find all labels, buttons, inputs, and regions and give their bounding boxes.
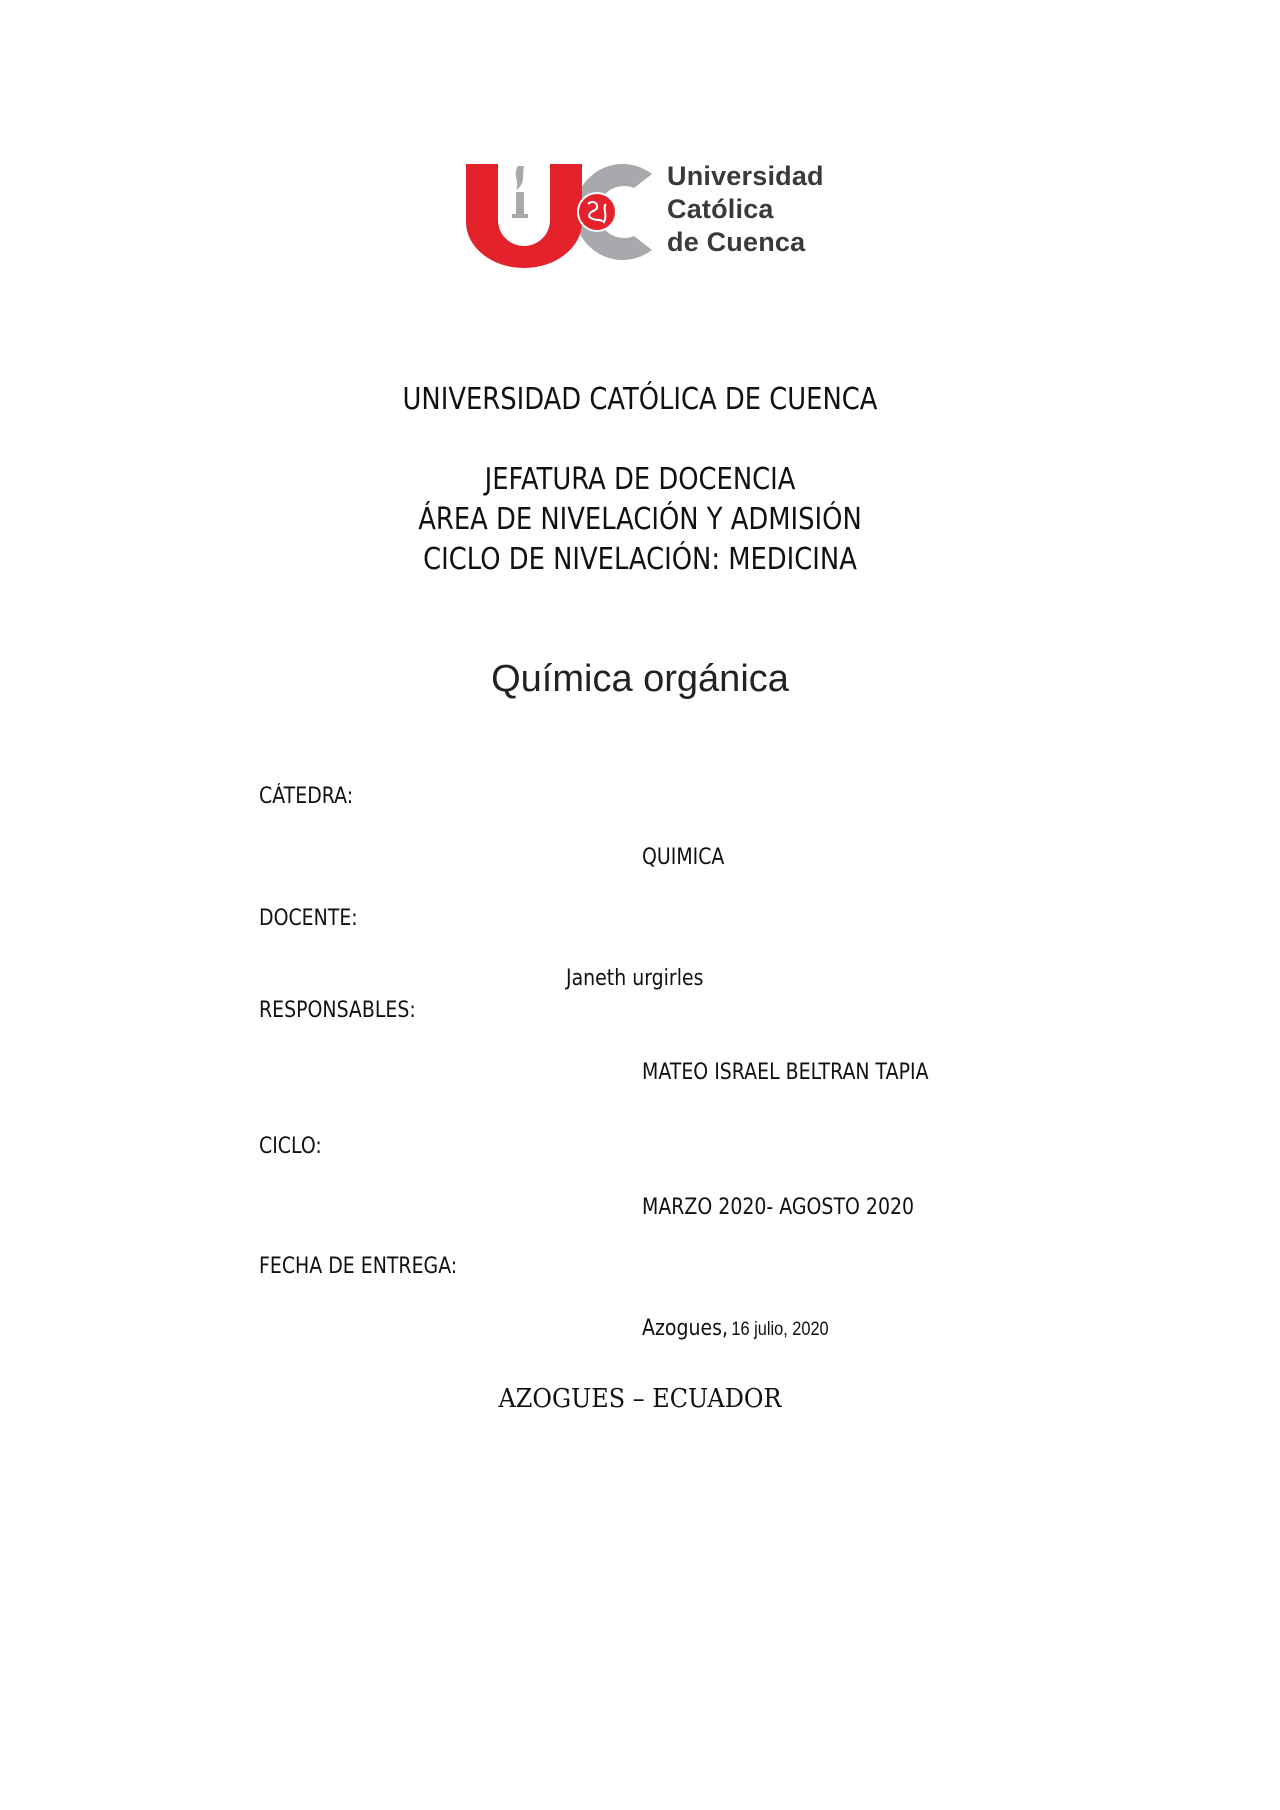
docente-label: DOCENTE: bbox=[259, 906, 358, 931]
logo-line-2: Católica bbox=[667, 194, 774, 224]
logo-line-3: de Cuenca bbox=[667, 227, 806, 257]
fecha-label: FECHA DE ENTREGA: bbox=[259, 1254, 458, 1279]
responsables-value: MATEO ISRAEL BELTRAN TAPIA bbox=[642, 1060, 929, 1085]
logo-line-1: Universidad bbox=[667, 161, 824, 191]
document-title: Química orgánica bbox=[491, 658, 789, 700]
university-name: UNIVERSIDAD CATÓLICA DE CUENCA bbox=[402, 382, 878, 417]
department-heading bbox=[90, 460, 1191, 580]
fecha-value bbox=[642, 1316, 829, 1341]
fecha-place: Azogues, bbox=[642, 1316, 728, 1341]
university-logo bbox=[462, 152, 842, 272]
department-line-1: JEFATURA DE DOCENCIA bbox=[484, 462, 796, 497]
ciclo-label: CICLO: bbox=[259, 1134, 322, 1159]
uc-emblem-icon bbox=[462, 152, 662, 272]
fecha-date: 16 julio, 2020 bbox=[731, 1319, 829, 1340]
responsables-label: RESPONSABLES: bbox=[259, 998, 416, 1023]
catedra-label: CÁTEDRA: bbox=[259, 784, 354, 809]
footer-city: AZOGUES – ECUADOR bbox=[498, 1384, 782, 1414]
ciclo-value: MARZO 2020- AGOSTO 2020 bbox=[642, 1195, 915, 1220]
department-line-3: CICLO DE NIVELACIÓN: MEDICINA bbox=[423, 542, 857, 577]
logo-wordmark bbox=[667, 160, 824, 259]
docente-value: Janeth urgirles bbox=[566, 966, 704, 991]
catedra-value: QUIMICA bbox=[642, 845, 725, 870]
department-line-2: ÁREA DE NIVELACIÓN Y ADMISIÓN bbox=[418, 502, 862, 537]
